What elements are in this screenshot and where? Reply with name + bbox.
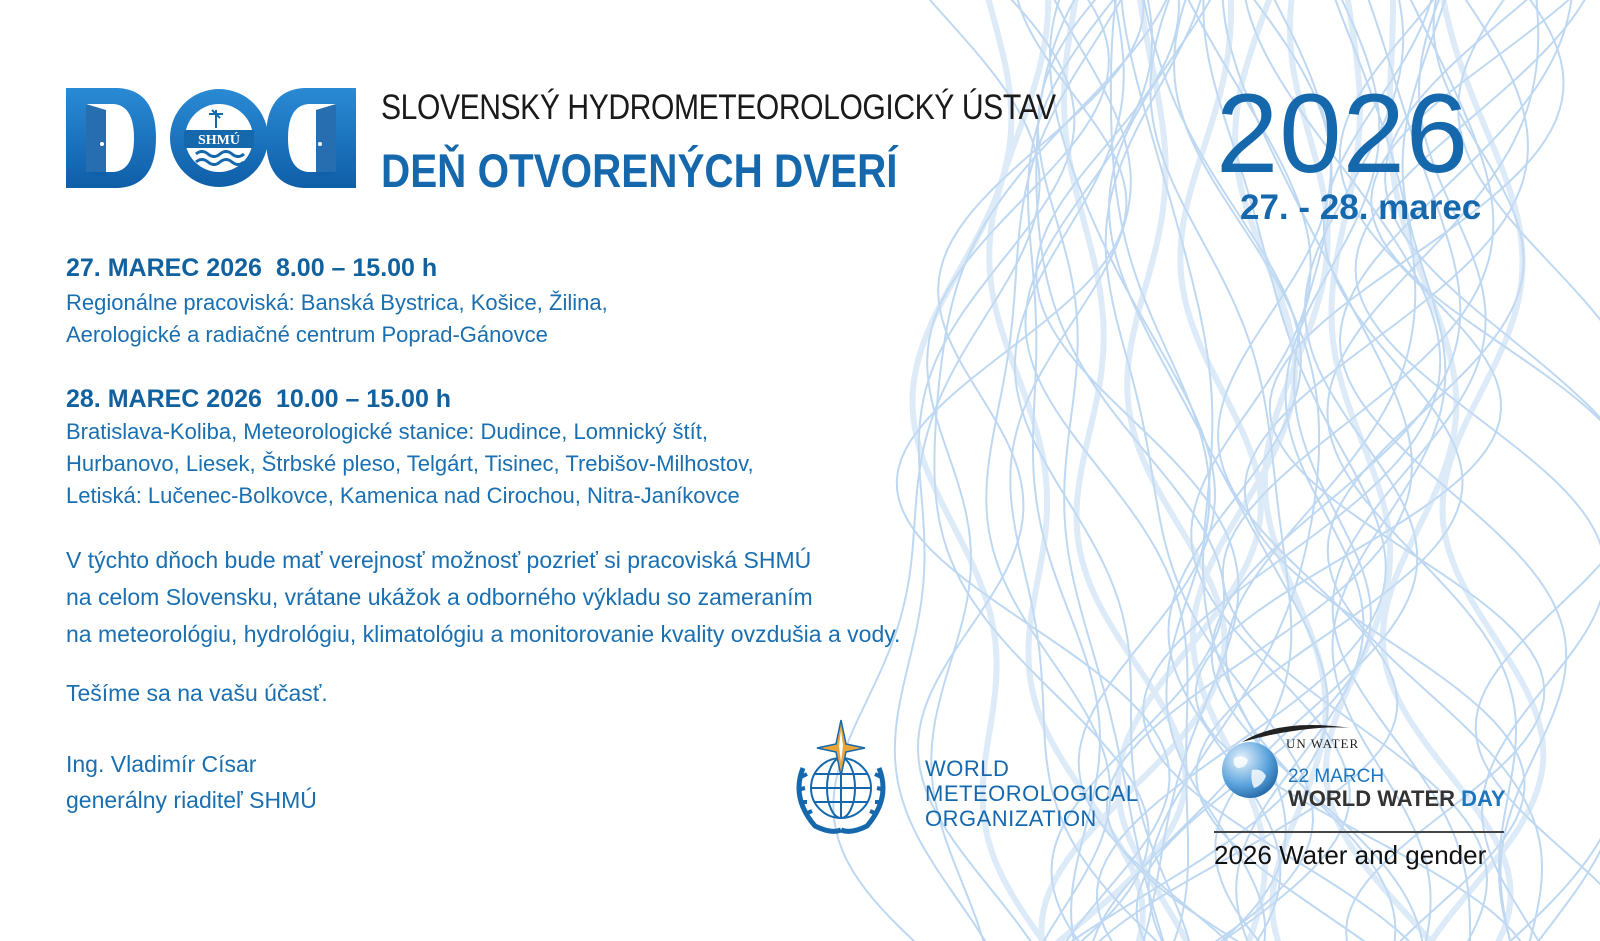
wwd-theme: 2026 Water and gender [1214, 840, 1487, 870]
description-paragraph [66, 542, 900, 653]
day1-heading [66, 254, 437, 283]
event-year: 2026 [1216, 71, 1470, 196]
wmo-emblem-icon [785, 718, 897, 836]
paragraph-line: na meteorológiu, hydrológiu, klimatológiu a monitorovanie kvality ovzdušia a vody. [66, 621, 901, 647]
un-water-label: UN WATER [1286, 736, 1360, 751]
day2-date: 28. MAREC 2026 [66, 385, 262, 413]
paragraph-line: na celom Slovensku, vrátane ukážok a odborného výkladu so zameraním [66, 584, 813, 610]
day2-locations [66, 416, 754, 512]
signatory-role: generálny riaditeľ SHMÚ [66, 787, 317, 813]
wwd-name [1288, 786, 1506, 812]
day2-heading [66, 385, 451, 414]
day1-time: 8.00 – 15.00 h [275, 254, 438, 282]
day2-line: Hurbanovo, Liesek, Štrbské pleso, Telgárt, Tisinec, Trebišov-Milhostov, [66, 451, 754, 476]
wwd-date: 22 MARCH [1288, 766, 1385, 787]
wmo-line: ORGANIZATION [925, 806, 1097, 831]
globe-icon [1220, 740, 1280, 800]
day2-time: 10.00 – 15.00 h [275, 385, 452, 413]
day1-line: Regionálne pracoviská: Banská Bystrica, Košice, Žilina, [66, 290, 608, 315]
logo-shmu-text: SHMÚ [198, 133, 240, 148]
day1-locations [66, 287, 608, 351]
wmo-line: METEOROLOGICAL [925, 781, 1139, 806]
day1-line: Aerologické a radiačné centrum Poprad-Gánovce [66, 322, 548, 347]
wwd-name-a: WORLD WATER [1288, 786, 1462, 811]
day2-line: Letiská: Lučenec-Bolkovce, Kamenica nad Cirochou, Nitra-Janíkovce [66, 483, 740, 508]
wwd-name-b: DAY [1461, 786, 1506, 811]
day2-line: Bratislava-Koliba, Meteorologické stanice: Dudince, Lomnický štít, [66, 419, 708, 444]
dod-logo [66, 86, 356, 190]
signature-block [66, 746, 317, 818]
wmo-line: WORLD [925, 756, 1010, 781]
event-title: DEŇ OTVORENÝCH DVERÍ [381, 144, 898, 197]
closing-thanks: Tešíme sa na vašu účasť. [66, 680, 328, 706]
event-dates: 27. - 28. marec [1240, 188, 1482, 227]
paragraph-line: V týchto dňoch bude mať verejnosť možnosť pozrieť si pracoviská SHMÚ [66, 547, 812, 573]
signatory-name: Ing. Vladimír Císar [66, 751, 257, 777]
divider [1214, 831, 1504, 833]
day1-date: 27. MAREC 2026 [66, 254, 262, 282]
institution-name: SLOVENSKÝ HYDROMETEOROLOGICKÝ ÚSTAV [381, 88, 1056, 127]
wmo-name [925, 756, 1139, 831]
